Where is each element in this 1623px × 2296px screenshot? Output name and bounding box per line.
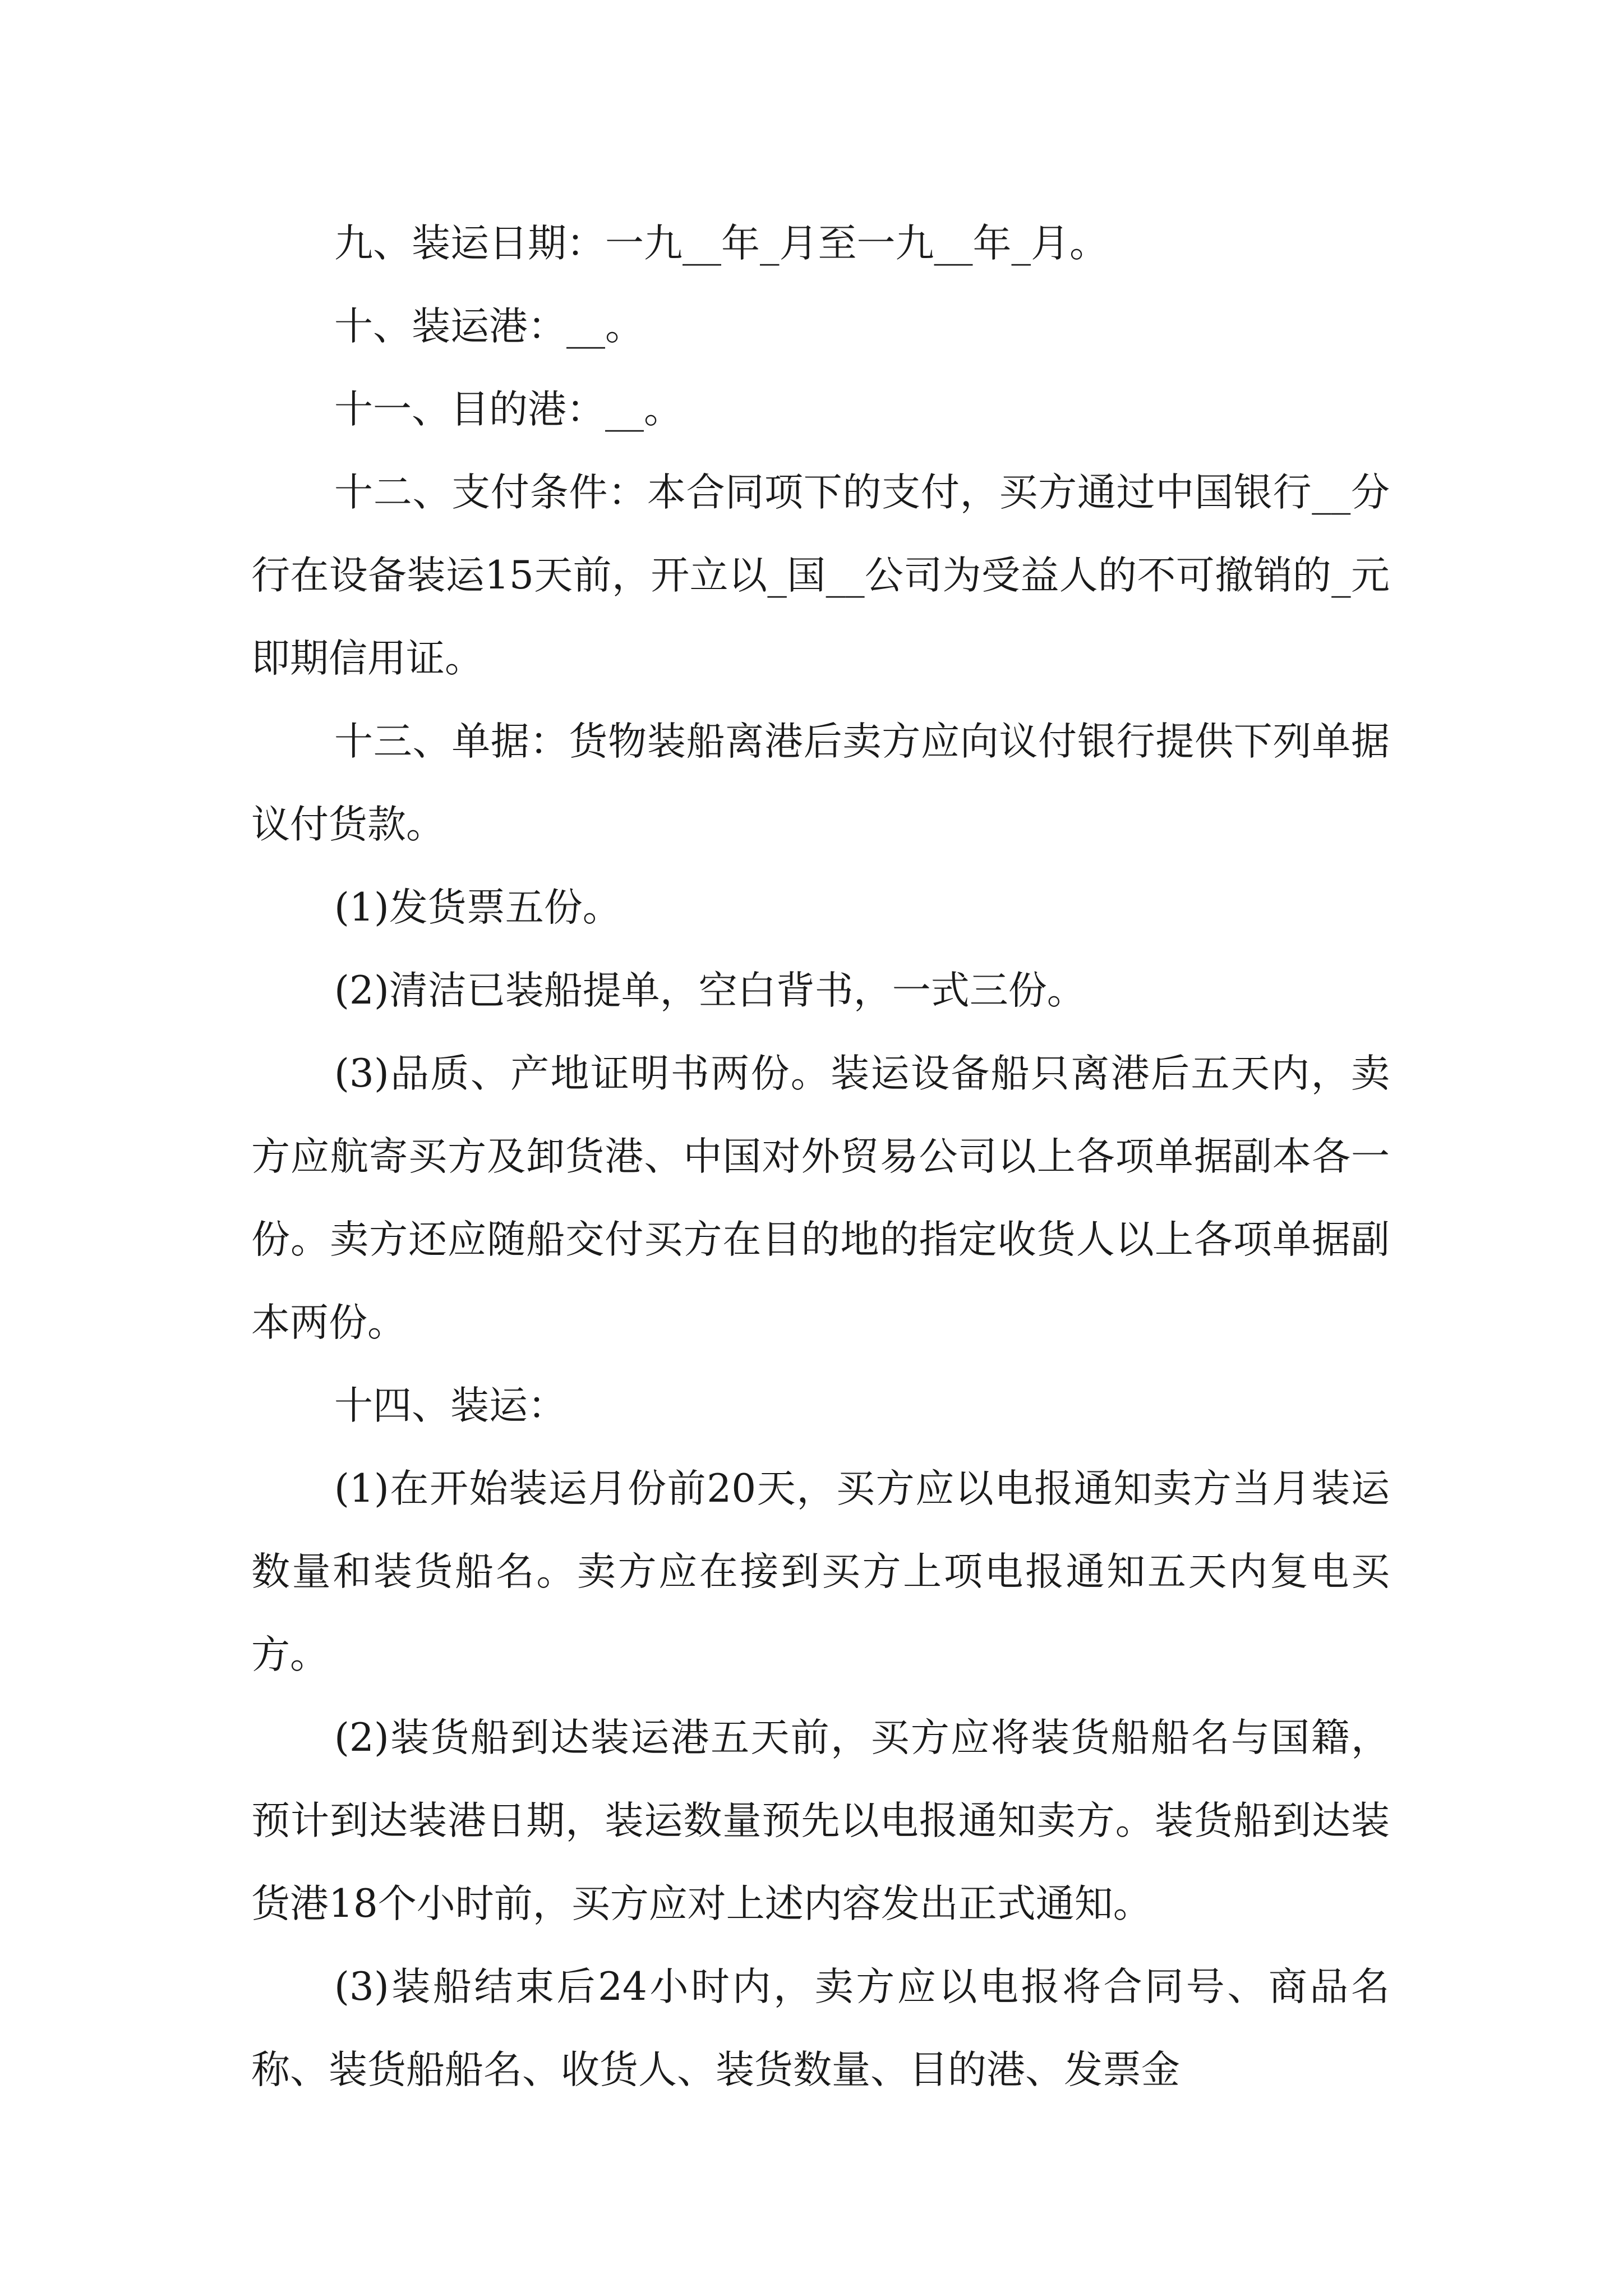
clause-10-port-of-loading: 十、装运港：__。 xyxy=(334,304,644,349)
shipment-item-3-loading-completion: (3)装船结束后24小时内，卖方应以电报将合同号、商品名称、装货船船名、收货人、装货数量、目的港、发票金 xyxy=(251,1964,1390,2092)
clause-11-port-of-destination: 十一、目的港：__。 xyxy=(334,387,683,432)
contract-text-body xyxy=(251,202,1390,2111)
document-item-1-invoice: (1)发货票五份。 xyxy=(334,885,621,930)
document-item-2-bill-of-lading: (2)清洁已装船提单，空白背书，一式三份。 xyxy=(334,968,1086,1013)
clause-9-shipment-date: 九、装运日期：一九__年_月至一九__年_月。 xyxy=(334,221,1108,266)
shipment-item-2-vessel-arrival: (2)装货船到达装运港五天前，买方应将装货船船名与国籍，预计到达装港日期，装运数量预先以电报通知卖方。装货船到达装货港18个小时前，买方应对上述内容发出正式通知。 xyxy=(251,1715,1390,1926)
clause-13-documents: 十三、单据：货物装船离港后卖方应向议付银行提供下列单据议付货款。 xyxy=(251,719,1390,847)
shipment-item-1-notice: (1)在开始装运月份前20天，买方应以电报通知卖方当月装运数量和装货船名。卖方应在接到买方上项电报通知五天内复电买方。 xyxy=(251,1466,1390,1677)
clause-12-payment-terms: 十二、支付条件：本合同项下的支付，买方通过中国银行__分行在设备装运15天前，开立以_国__公司为受益人的不可撤销的_元即期信用证。 xyxy=(251,470,1390,681)
document-item-3-certificates: (3)品质、产地证明书两份。装运设备船只离港后五天内，卖方应航寄买方及卸货港、中国对外贸易公司以上各项单据副本各一份。卖方还应随船交付买方在目的地的指定收货人以上各项单据副本两份。 xyxy=(251,1051,1390,1345)
clause-14-shipment: 十四、装运： xyxy=(334,1383,566,1428)
